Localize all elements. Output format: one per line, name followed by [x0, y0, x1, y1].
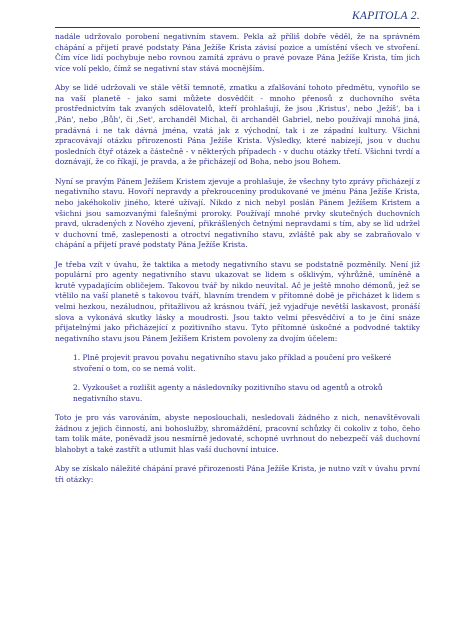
- list-item: 1. Plně projevit pravou povahu negativního stavu jako příklad a poučení pro veškeré stvoření o tom, co se nemá volit.: [73, 353, 392, 373]
- list-item: 2. Vyzkoušet a rozlišit agenty a následovníky pozitivního stavu od agentů a otroků negativního stavu.: [73, 383, 383, 403]
- paragraph: Je třeba vzít v úvahu, že taktika a metody negativního stavu se podstatně pozměnily. Není již populární pro agenty negativního stavu ukazovat se lidem s ošklivým, výhrůžně, umíněně a krutě vypadajícím obličejem. Takovou tvář by nikdo neuvítal. Ač je ještě mnoho démonů, jež se vtělilo na vaší planetě s takovou tváří, hlavním trendem v přítomné době je přicházet k lidem s velmi hezkou, nezáludnou, přitažlivou až krásnou tváří, jež vyjadřuje nevětší laskavost, pronáší slova a vykonává skutky lásky a moudrosti. Jsou takto velmi přesvědčiví a to je činí snáze přijatelnými jako přicházející z pozitivního stavu. Tyto přítomné úskočné a podvodné taktiky negativního stavu jsou Pánem Ježíšem Kristem povoleny za dvojím účelem:: [55, 259, 420, 343]
- paragraph: Aby se lidé udržovali ve stále větší temnotě, zmatku a zfalšování tohoto předmětu, vynořilo se na vaší planetě - jako sami můžete dosvědčit - mnoho přenosů z duchovního světa prostřednictvím tak zvaných sdělovatelů, kteří prohlašují, že jsou ‚Kristus', nebo ‚Ježíš', ba i ‚Pán', nebo ‚Bůh', či ‚Set', archanděl Michal, či archanděl Gabriel, nebo používají mnohá jiná, pradávná i ne tak dávná jména, vzatá jak z východní, tak i ze západní kultury. Všichni zpracovávají otázku přirozenosti Pána Ježíše Krista. Výsledky, které nabízejí, jsou v duchu posledních čtyř otázek a částečně - v některých případech - v duchu otázky třetí. Všichni tvrdí a doznávají, že co říkají, je pravda, a že přicházejí od Boha, nebo jsou Bohem.: [55, 83, 420, 167]
- paragraph: Toto je pro vás varováním, abyste neposlouchali, nesledovali žádného z nich, nenavštěvovali žádnou z jejich činností, ani bohoslužby, shromáždění, pracovní schůzky či cokoliv z toho, čeho tam tolik máte, poněvadž jsou nesmírně jedovaté, schopné uvrhnout do nebezpečí váš duchovní blahobyt a také zastřít a utlumit hlas vaší duchovní intuice.: [55, 413, 420, 454]
- paragraph: Aby se získalo náležité chápání pravé přirozenosti Pána Ježíše Krista, je nutno vzít v úvahu první tři otázky:: [55, 464, 420, 484]
- paragraph: Nyní se pravým Pánem Ježíšem Kristem zjevuje a prohlašuje, že všechny tyto zprávy přicházejí z negativního stavu. Hovoří nepravdy a překrouceniny produkované ve jménu Pána Ježíše Krista, nebo jakéhokoliv jiného, které užívají. Nikdo z nich nebyl poslán Pánem Ježíšem Kristem a všichni jsou samozvanými falešnými proroky. Používají mnohé prvky skutečných duchovních pravd, ukradených z Nového zjevení, přikrášlených četnými nepravdami s tím, aby se lid udržel v duchovní tmě, zaslepenosti a otroctví negativního stavu, zvláště pak aby se zabraňovalo v chápání a přijetí pravé podstaty Pána Ježíše Krista.: [55, 176, 420, 250]
- paragraph: nadále udržovalo porobení negativním stavem. Pekla až příliš dobře věděl, že na správném chápání a přijetí pravé podstaty Pána Ježíše Krista závisí pozice a umístění všech ve stvoření. Čím více lidí pochybuje nebo rovnou zamítá zprávu o pravé povaze Pána Ježíše Krista, tím jich více volí peklo, čímž se negativní stav stává mocnějším.: [55, 32, 420, 73]
- chapter-header: KAPITOLA 2.: [351, 10, 420, 22]
- header-divider: [55, 27, 420, 28]
- document-body: [55, 32, 420, 494]
